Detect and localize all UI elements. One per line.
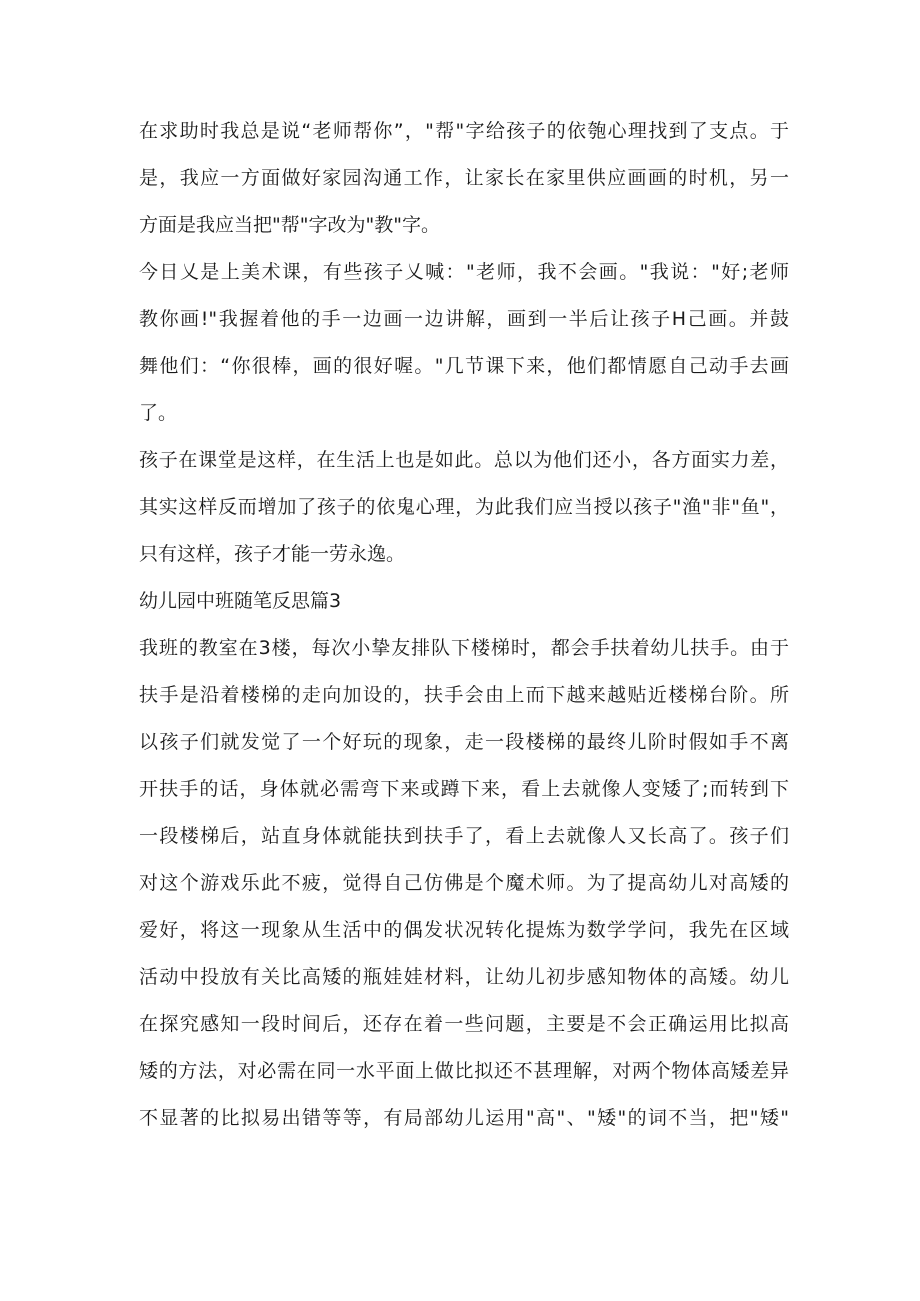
- text-line: 方面是我应当把"帮"字改为"教"字。: [139, 214, 440, 236]
- text-line: 不显著的比拟易出错等等，有局部幼儿运用"高"、"矮"的词不当，把"矮": [139, 1107, 789, 1129]
- text-line: 只有这样，孩子才能一劳永逸。: [139, 543, 406, 565]
- text-line: 在求助时我总是说“老师帮你”，"帮"字给孩子的依匏心理找到了支点。于: [139, 120, 789, 142]
- text-line: 一段楼梯后，站直身体就能扶到扶手了，看上去就像人又长高了。孩子们: [139, 825, 789, 847]
- text-line: 矮的方法，对必需在同一水平面上做比拟还不甚理解，对两个物体高矮差异: [139, 1060, 789, 1082]
- document-body: [139, 108, 789, 1142]
- text-line: 今日乂是上美术课，有些孩子乂喊："老师，我不会画。"我说："好;老师: [139, 261, 789, 283]
- text-line: 了。: [139, 402, 178, 424]
- text-line: 其实这样反而增加了孩子的依鬼心理，为此我们应当授以孩子"渔"非"鱼"，: [139, 496, 789, 518]
- text-line: 开扶手的话，身体就必需弯下来或蹲下来，看上去就像人变矮了;而转到下: [139, 778, 789, 800]
- text-line: 是，我应一方面做好家园沟通工作，让家长在家里供应画画的时机，另一: [139, 167, 789, 189]
- text-line: 幼儿园中班随笔反思篇3: [139, 590, 342, 612]
- text-line: 爱好，将这一现象从生活中的偶发状况转化提炼为数学学问，我先在区域: [139, 919, 789, 941]
- text-line: 我班的教室在3楼，每次小挚友排队下楼梯时，都会手扶着幼儿扶手。由于: [139, 637, 789, 659]
- text-line: 舞他们：“你很棒，画的很好喔。"几节课下来，他们都情愿自己动手去画: [139, 355, 789, 377]
- text-line: 活动中投放有关比高矮的瓶娃娃材料，让幼儿初步感知物体的高矮。幼儿: [139, 966, 789, 988]
- text-line: 以孩子们就发觉了一个好玩的现象，走一段楼梯的最终儿阶时假如手不离: [139, 731, 789, 753]
- text-line: 对这个游戏乐此不疲，觉得自己仿佛是个魔术师。为了提高幼儿对高矮的: [139, 872, 789, 894]
- text-line: 扶手是沿着楼梯的走向加设的，扶手会由上而下越来越贴近楼梯台阶。所: [139, 684, 789, 706]
- text-line: 教你画!"我握着他的手一边画一边讲解，画到一半后让孩子H己画。并鼓: [139, 308, 789, 330]
- text-line: 孩子在课堂是这样，在生活上也是如此。总以为他们还小，各方面实力差，: [139, 449, 789, 471]
- text-line: 在探究感知一段时间后，还存在着一些问题，主要是不会正确运用比拟高: [139, 1013, 789, 1035]
